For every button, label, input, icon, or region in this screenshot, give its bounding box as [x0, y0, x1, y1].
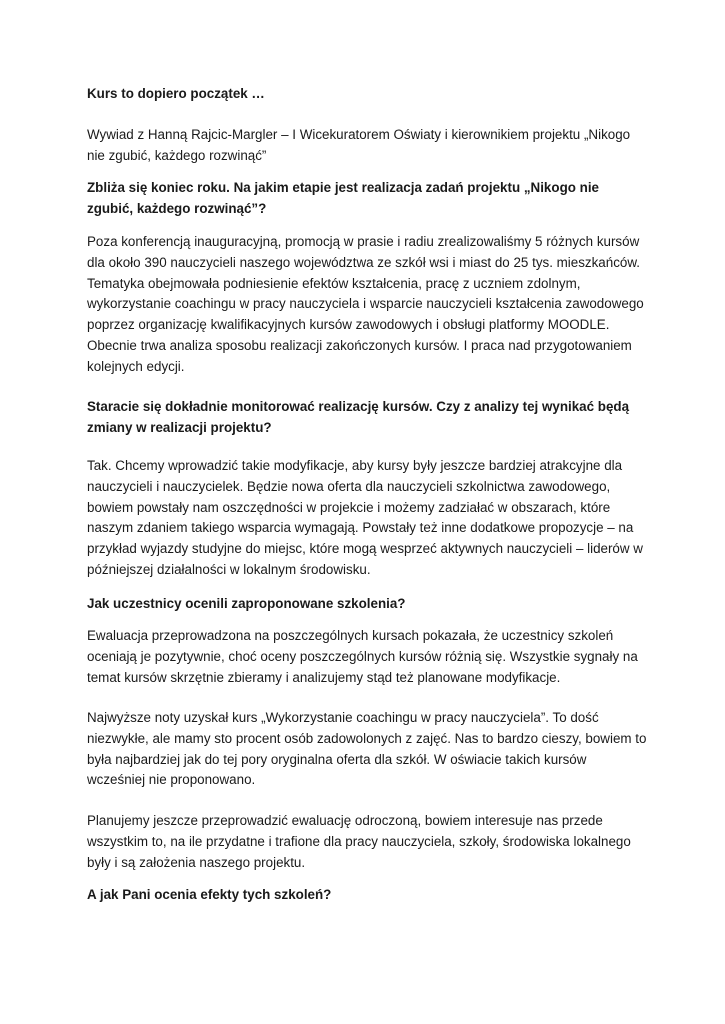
- intro-paragraph: Wywiad z Hanną Rajcic-Margler – I Wicekuratorem Oświaty i kierownikiem projektu „Nikogo nie zgubić, każdego rozwinąć”: [87, 127, 631, 163]
- question-2: Staracie się dokładnie monitorować realizację kursów. Czy z analizy tej wynikać będą zmiany w realizacji projektu?: [87, 399, 630, 435]
- question-3: Jak uczestnicy ocenili zaproponowane szkolenia?: [87, 596, 406, 611]
- answer-3-paragraph-3: Planujemy jeszcze przeprowadzić ewaluację odroczoną, bowiem interesuje nas przede wszystkim to, na ile przydatne i trafione dla pracy nauczyciela, szkoły, środowiska lokalnego były i są założenia naszego projektu.: [87, 813, 631, 870]
- answer-2: Tak. Chcemy wprowadzić takie modyfikacje, aby kursy były jeszcze bardziej atrakcyjne dla nauczycieli i nauczycielek. Będzie nowa oferta dla nauczycieli szkolnictwa zawodowego, bowiem powstały nam oszczędności w projekcie i możemy zadziałać w obszarach, które naszym zdaniem takiego wsparcia wymagają. Powstały też inne dodatkowe propozycje – na przykład wyjazdy studyjne do miejsc, które mogą wesprzeć aktywnych nauczycieli – liderów w późniejszej działalności w lokalnym środowisku.: [87, 458, 643, 577]
- question-1: Zbliża się koniec roku. Na jakim etapie jest realizacja zadań projektu „Nikogo nie zgubić, każdego rozwinąć”?: [87, 180, 599, 216]
- question-4: A jak Pani ocenia efekty tych szkoleń?: [87, 887, 332, 902]
- answer-1: Poza konferencją inauguracyjną, promocją w prasie i radiu zrealizowaliśmy 5 różnych kursów dla około 390 nauczycieli naszego województwa ze szkół wsi i miast do 25 tys. mieszkańców. Tematyka obejmowała podniesienie efektów kształcenia, pracę z uczniem zdolnym, wykorzystanie coachingu w pracy nauczyciela i wsparcie nauczycieli kształcenia zawodowego poprzez organizację kwalifikacyjnych kursów zawodowych i obsługi platformy MOODLE. Obecnie trwa analiza sposobu realizacji zakończonych kursów. I praca nad przygotowaniem kolejnych edycji.: [87, 234, 644, 374]
- answer-3-paragraph-1: Ewaluacja przeprowadzona na poszczególnych kursach pokazała, że uczestnicy szkoleń oceniają je pozytywnie, choć oceny poszczególnych kursów różnią się. Wszystkie sygnały na temat kursów skrzętnie zbieramy i analizujemy stąd też planowane modyfikacje.: [87, 628, 638, 685]
- answer-3-paragraph-2: Najwyższe noty uzyskał kurs „Wykorzystanie coachingu w pracy nauczyciela”. To dość niezwykłe, ale mamy sto procent osób zadowolonych z zajęć. Nas to bardzo cieszy, bowiem to była najbardziej jak do tej pory oryginalna oferta dla szkół. W oświacie takich kursów wcześniej nie proponowano.: [87, 710, 647, 788]
- document-title: Kurs to dopiero początek …: [87, 86, 265, 101]
